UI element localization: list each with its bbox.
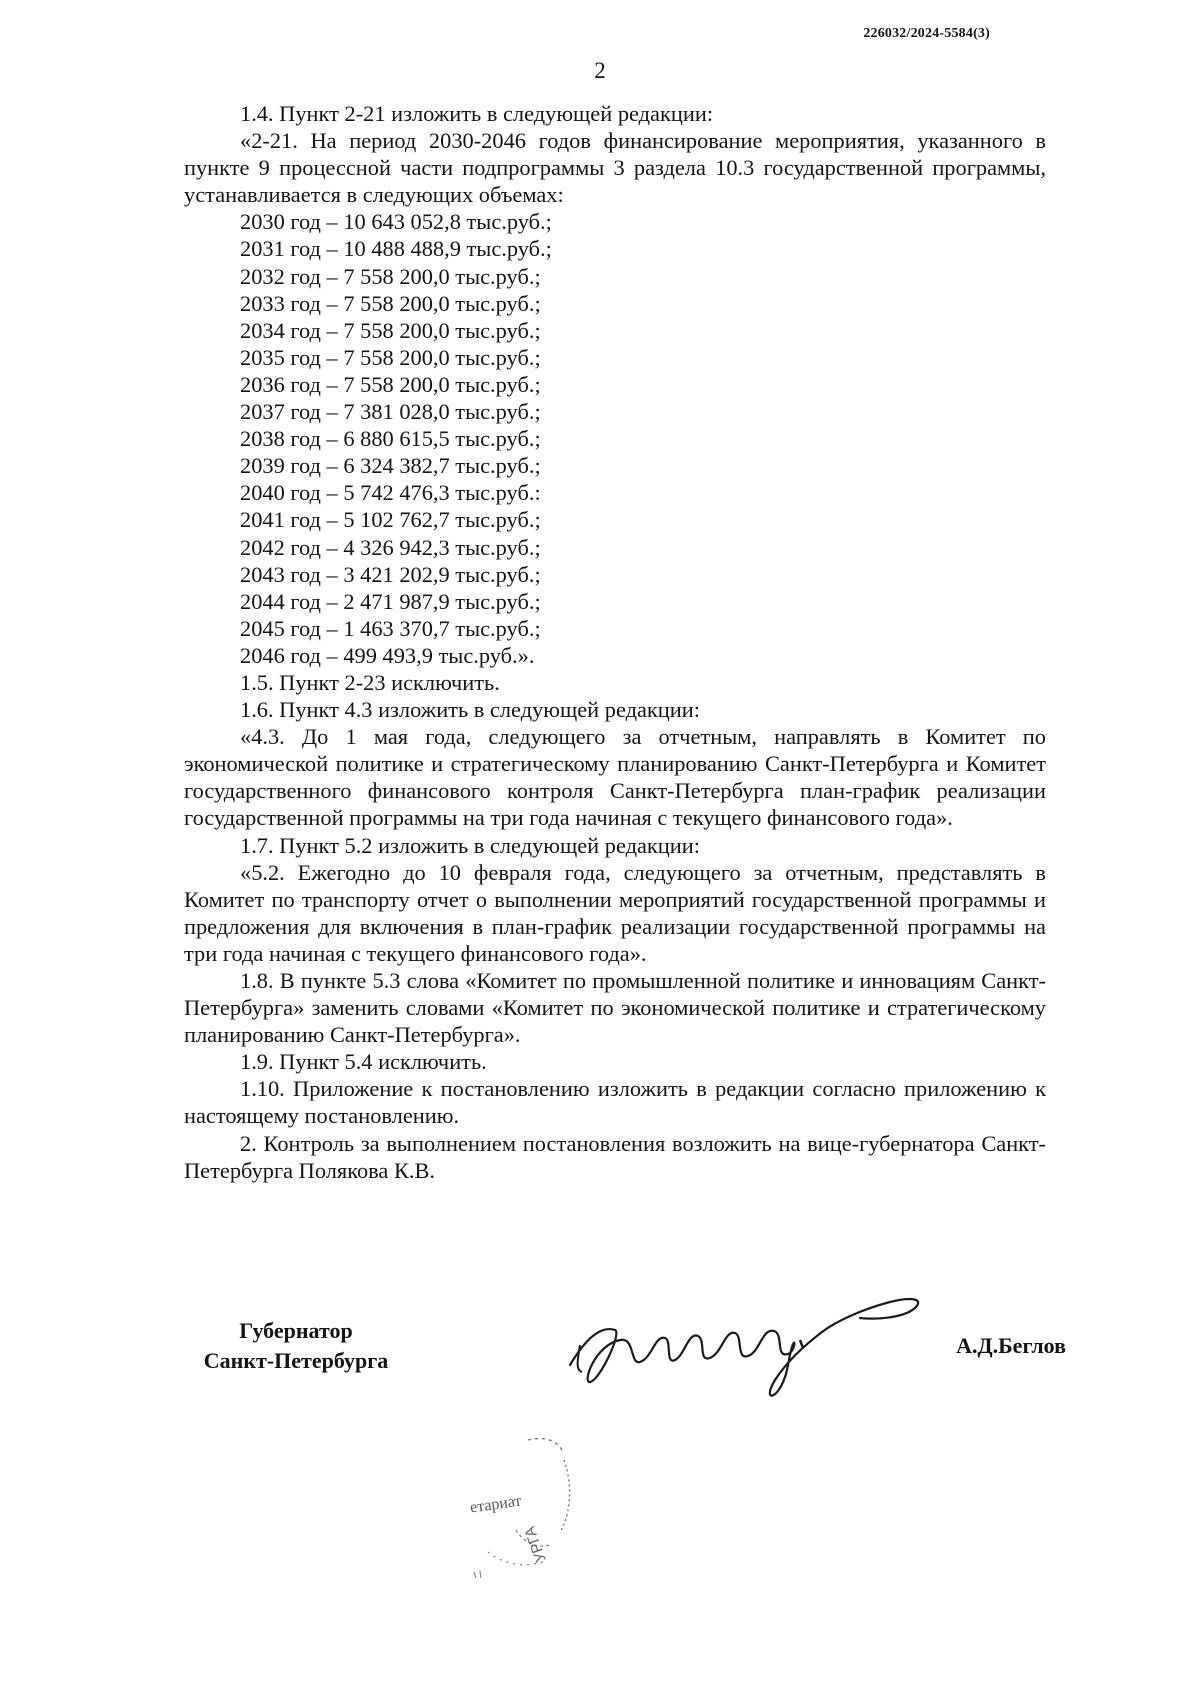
funding-line: 2037 год – 7 381 028,0 тыс.руб.; bbox=[240, 399, 541, 425]
paragraph: 1.4. Пункт 2-21 изложить в следующей редакции: bbox=[240, 101, 714, 126]
handwritten-signature bbox=[560, 1270, 940, 1410]
paragraph: 1.8. В пункте 5.3 слова «Комитет по промышленной политике и инновациям Санкт-Петербурга» заменить словами «Комитет по экономической политике и стратегическому планированию Санкт-Петербурга». bbox=[184, 968, 1046, 1048]
funding-line: 2043 год – 3 421 202,9 тыс.руб.; bbox=[240, 561, 541, 587]
funding-line: 2035 год – 7 558 200,0 тыс.руб.; bbox=[240, 344, 541, 370]
page-number: 2 bbox=[594, 58, 606, 83]
funding-line: 2031 год – 10 488 488,9 тыс.руб.; bbox=[240, 236, 552, 262]
paragraph: 1.9. Пункт 5.4 исключить. bbox=[240, 1049, 487, 1075]
funding-line: 2036 год – 7 558 200,0 тыс.руб.; bbox=[240, 371, 541, 397]
funding-line: 2044 год – 2 471 987,9 тыс.руб.; bbox=[240, 588, 541, 614]
funding-line: 2041 год – 5 102 762,7 тыс.руб.; bbox=[240, 507, 541, 533]
paragraph: 1.7. Пункт 5.2 изложить в следующей редакции: bbox=[240, 832, 700, 858]
paragraph: «2-21. На период 2030-2046 годов финансирование мероприятия, указанного в пункте 9 процессной части подпрограммы 3 раздела 10.3 государственной программы, устанавливается в следующих объемах: bbox=[184, 128, 1046, 208]
funding-line: 2033 год – 7 558 200,0 тыс.руб.; bbox=[240, 290, 541, 316]
position-line-1: Губернатор bbox=[239, 1318, 353, 1343]
paragraph: 1.10. Приложение к постановлению изложить в редакции согласно приложению к настоящему постановлению. bbox=[184, 1076, 1046, 1129]
svg-text:УРГА: УРГА bbox=[521, 1524, 550, 1565]
funding-line: 2032 год – 7 558 200,0 тыс.руб.; bbox=[240, 263, 541, 289]
funding-line: 2040 год – 5 742 476,3 тыс.руб.: bbox=[240, 480, 541, 506]
funding-line: 2039 год – 6 324 382,7 тыс.руб.; bbox=[240, 453, 541, 479]
funding-line: 2034 год – 7 558 200,0 тыс.руб.; bbox=[240, 317, 541, 343]
funding-line: 2045 год – 1 463 370,7 тыс.руб.; bbox=[240, 615, 541, 641]
paragraph: «5.2. Ежегодно до 10 февраля года, следующего за отчетным, представлять в Комитет по транспорту отчет о выполнении мероприятий государственной программы и предложения для включения в план-график реализации государственной программы на три года начиная с текущего финансового года». bbox=[184, 859, 1046, 966]
stamp-label: етариат bbox=[468, 1492, 523, 1517]
funding-line: 2042 год – 4 326 942,3 тыс.руб.; bbox=[240, 534, 541, 560]
document-number: 226032/2024-5584(3) bbox=[863, 26, 990, 41]
paragraph: «4.3. До 1 мая года, следующего за отчетным, направлять в Комитет по экономической политике и стратегическому планированию Санкт-Петербурга и Комитет государственного финансового контроля Санкт-Петербурга план-график реализации государственной программы на три года начиная с текущего финансового года». bbox=[184, 724, 1046, 831]
paragraph: 1.5. Пункт 2-23 исключить. bbox=[240, 669, 500, 695]
document-body bbox=[184, 100, 1046, 1184]
position-line-2: Санкт-Петербурга bbox=[203, 1348, 389, 1373]
signatory-position bbox=[186, 1316, 406, 1376]
funding-line: 2030 год – 10 643 052,8 тыс.руб.; bbox=[240, 209, 552, 235]
signatory-name: А.Д.Беглов bbox=[956, 1333, 1066, 1358]
funding-line: 2046 год – 499 493,9 тыс.руб.». bbox=[240, 642, 535, 668]
funding-line: 2038 год – 6 880 615,5 тыс.руб.; bbox=[240, 426, 541, 452]
paragraph: 2. Контроль за выполнением постановления возложить на вице-губернатора Санкт-Петербурга Полякова К.В. bbox=[184, 1130, 1046, 1183]
paragraph: 1.6. Пункт 4.3 изложить в следующей редакции: bbox=[240, 697, 700, 723]
